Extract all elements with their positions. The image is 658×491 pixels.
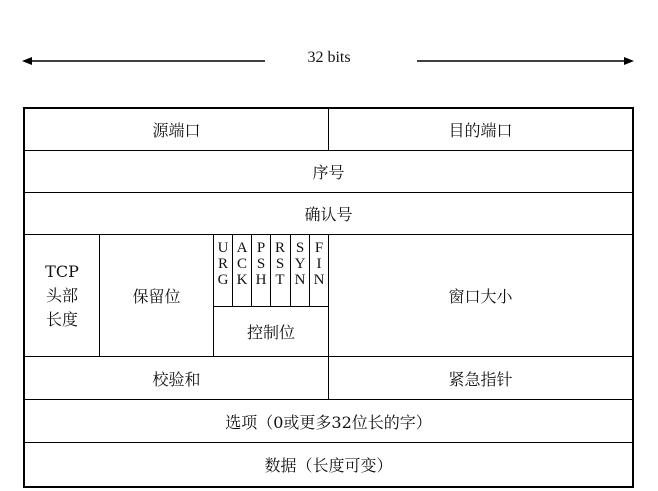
header-length-line-3: 长度 bbox=[45, 309, 78, 329]
window-size-field: 窗口大小 bbox=[448, 287, 513, 306]
source-port-field: 源端口 bbox=[152, 120, 201, 140]
flag-sep-3 bbox=[270, 234, 271, 307]
bit-width-label: 32 bits bbox=[307, 49, 351, 66]
frame-bottom bbox=[23, 486, 634, 488]
flag-psh: P S H bbox=[255, 240, 267, 288]
header-length-line-2: 头部 bbox=[45, 285, 78, 305]
frame-right bbox=[632, 107, 634, 488]
flag-fin: F I N bbox=[313, 240, 325, 288]
flag-sep-1 bbox=[232, 234, 233, 307]
header-length-field bbox=[25, 235, 99, 356]
sequence-number-field: 序号 bbox=[312, 163, 345, 182]
reserved-field: 保留位 bbox=[132, 287, 181, 306]
control-bits-label: 控制位 bbox=[246, 323, 295, 342]
options-field: 选项（0或更多32位长的字） bbox=[225, 412, 432, 432]
urgent-pointer-field: 紧急指针 bbox=[448, 369, 513, 389]
flag-urg: U R G bbox=[217, 240, 229, 288]
destination-port-field: 目的端口 bbox=[448, 120, 513, 140]
flag-syn: S Y N bbox=[294, 240, 306, 288]
flag-sep-4 bbox=[290, 234, 291, 307]
flag-ack: A C K bbox=[236, 240, 248, 288]
data-field: 数据（长度可变） bbox=[264, 456, 393, 475]
checksum-field: 校验和 bbox=[152, 369, 201, 389]
header-length-line-1: TCP bbox=[45, 261, 79, 281]
flag-sep-5 bbox=[309, 234, 310, 307]
ack-number-field: 确认号 bbox=[304, 205, 353, 224]
flag-rst: R S T bbox=[274, 240, 285, 288]
flag-sep-2 bbox=[251, 234, 252, 307]
